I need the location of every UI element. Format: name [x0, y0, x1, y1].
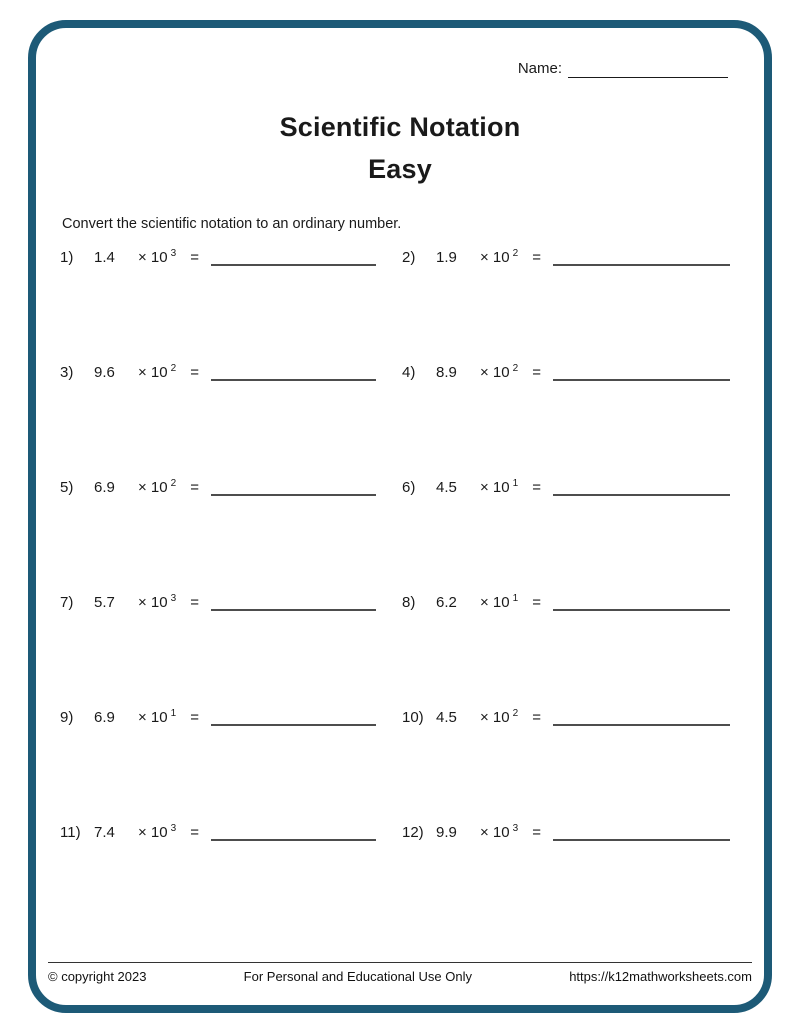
times-ten: × 10	[480, 479, 510, 496]
coefficient: 1.4	[94, 249, 115, 266]
problem-number: 10)	[402, 709, 424, 726]
multiplier-expression	[138, 708, 176, 726]
coefficient: 7.4	[94, 824, 115, 841]
coefficient: 4.5	[436, 709, 457, 726]
problem-number: 3)	[60, 364, 74, 381]
answer-blank-line[interactable]	[553, 365, 730, 381]
problem-number: 12)	[402, 824, 424, 841]
multiplier-expression	[480, 478, 518, 496]
multiplier-expression	[138, 823, 176, 841]
problem-item	[402, 244, 748, 266]
answer-blank-line[interactable]	[211, 825, 376, 841]
times-ten: × 10	[138, 479, 168, 496]
problem-number: 9)	[60, 709, 74, 726]
problems-grid	[60, 244, 748, 934]
equals-sign: =	[532, 709, 541, 726]
equals-sign: =	[190, 594, 199, 611]
problem-item	[60, 359, 402, 381]
coefficient: 6.9	[94, 709, 115, 726]
equals-sign: =	[532, 364, 541, 381]
exponent: 1	[512, 593, 519, 604]
exponent: 3	[170, 823, 177, 834]
multiplier-expression	[138, 363, 176, 381]
times-ten: × 10	[138, 709, 168, 726]
answer-blank-line[interactable]	[211, 480, 376, 496]
answer-blank-line[interactable]	[211, 710, 376, 726]
problem-item	[60, 474, 402, 496]
problem-item	[402, 819, 748, 841]
usage-text: For Personal and Educational Use Only	[243, 969, 473, 984]
coefficient: 4.5	[436, 479, 457, 496]
problem-item	[402, 359, 748, 381]
times-ten: × 10	[138, 364, 168, 381]
equals-sign: =	[190, 709, 199, 726]
times-ten: × 10	[480, 709, 510, 726]
exponent: 1	[170, 708, 177, 719]
instruction-text: Convert the scientific notation to an ordinary number.	[62, 216, 402, 232]
coefficient: 1.9	[436, 249, 457, 266]
answer-blank-line[interactable]	[553, 710, 730, 726]
problem-item	[60, 244, 402, 266]
multiplier-expression	[480, 363, 518, 381]
problem-number: 1)	[60, 249, 74, 266]
exponent: 1	[512, 478, 519, 489]
answer-blank-line[interactable]	[211, 595, 376, 611]
problem-number: 5)	[60, 479, 74, 496]
equals-sign: =	[532, 249, 541, 266]
multiplier-expression	[138, 593, 176, 611]
equals-sign: =	[190, 479, 199, 496]
problem-number: 8)	[402, 594, 416, 611]
equals-sign: =	[190, 364, 199, 381]
times-ten: × 10	[480, 249, 510, 266]
footer	[48, 969, 752, 984]
copyright-text: © copyright 2023	[48, 969, 147, 984]
footer-divider	[48, 962, 752, 963]
times-ten: × 10	[138, 824, 168, 841]
coefficient: 6.9	[94, 479, 115, 496]
coefficient: 9.6	[94, 364, 115, 381]
answer-blank-line[interactable]	[211, 250, 376, 266]
problem-number: 11)	[60, 824, 81, 841]
exponent: 2	[512, 248, 519, 259]
exponent: 2	[512, 708, 519, 719]
problem-number: 7)	[60, 594, 74, 611]
coefficient: 9.9	[436, 824, 457, 841]
coefficient: 8.9	[436, 364, 457, 381]
answer-blank-line[interactable]	[553, 595, 730, 611]
problem-item	[60, 819, 402, 841]
exponent: 3	[170, 248, 177, 259]
multiplier-expression	[480, 708, 518, 726]
answer-blank-line[interactable]	[211, 365, 376, 381]
answer-blank-line[interactable]	[553, 825, 730, 841]
times-ten: × 10	[480, 594, 510, 611]
problem-item	[402, 589, 748, 611]
problem-item	[60, 589, 402, 611]
title-line-1: Scientific Notation	[279, 112, 521, 142]
exponent: 2	[512, 363, 519, 374]
times-ten: × 10	[138, 249, 168, 266]
exponent: 2	[170, 363, 177, 374]
equals-sign: =	[532, 594, 541, 611]
multiplier-expression	[480, 593, 518, 611]
answer-blank-line[interactable]	[553, 250, 730, 266]
website-url[interactable]: https://k12mathworksheets.com	[569, 969, 752, 984]
exponent: 2	[170, 478, 177, 489]
equals-sign: =	[532, 479, 541, 496]
times-ten: × 10	[138, 594, 168, 611]
answer-blank-line[interactable]	[553, 480, 730, 496]
equals-sign: =	[532, 824, 541, 841]
problem-number: 2)	[402, 249, 416, 266]
multiplier-expression	[480, 823, 518, 841]
coefficient: 6.2	[436, 594, 457, 611]
worksheet-title	[0, 106, 800, 190]
equals-sign: =	[190, 824, 199, 841]
times-ten: × 10	[480, 824, 510, 841]
name-blank-line[interactable]	[568, 60, 728, 78]
name-label: Name:	[517, 60, 562, 77]
problem-number: 4)	[402, 364, 416, 381]
times-ten: × 10	[480, 364, 510, 381]
problem-number: 6)	[402, 479, 416, 496]
multiplier-expression	[138, 248, 176, 266]
equals-sign: =	[190, 249, 199, 266]
problem-item	[402, 474, 748, 496]
coefficient: 5.7	[94, 594, 115, 611]
multiplier-expression	[138, 478, 176, 496]
multiplier-expression	[480, 248, 518, 266]
problem-item	[402, 704, 748, 726]
exponent: 3	[170, 593, 177, 604]
problem-item	[60, 704, 402, 726]
exponent: 3	[512, 823, 519, 834]
name-field-row	[518, 60, 728, 78]
title-line-2: Easy	[368, 154, 432, 184]
